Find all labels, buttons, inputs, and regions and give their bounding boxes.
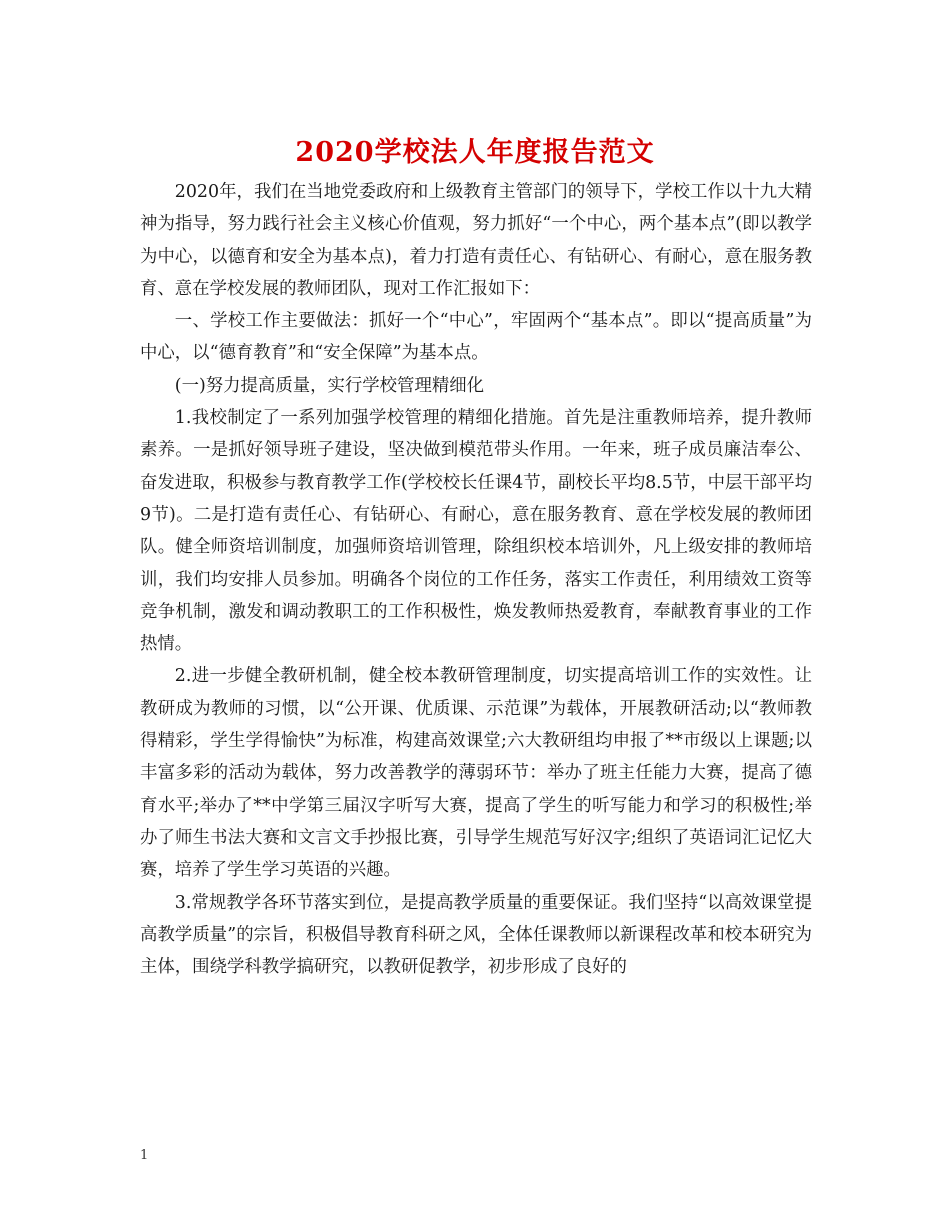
document-title: 2020学校法人年度报告范文 [295,137,655,168]
paragraph: (一)努力提高质量，实行学校管理精细化 [174,375,485,396]
paragraph: 3.常规教学各环节落实到位，是提高教学质量的重要保证。我们坚持“以高效课堂提高教学质量”的宗旨，积极倡导教育科研之风，全体任课教师以新课程改革和校本研究为主体，围绕学科教学搞研究，以教研促教学，初步形成了良好的 [140,892,812,978]
document-body [140,176,812,983]
paragraph: 1.我校制定了一系列加强学校管理的精细化措施。首先是注重教师培养，提升教师素养。一是抓好领导班子建设，坚决做到模范带头作用。一年来，班子成员廉洁奉公、奋发进取，积极参与教育教学工作(学校校长任课4节，副校长平均8.5节，中层干部平均9节)。二是打造有责任心、有钻研心、有耐心，意在服务教育、意在学校发展的教师团队。健全师资培训制度，加强师资培训管理，除组织校本培训外，凡上级安排的教师培训，我们均安排人员参加。明确各个岗位的工作任务，落实工作责任，利用绩效工资等竞争机制，激发和调动教职工的工作积极性，焕发教师热爱教育，奉献教育事业的工作热情。 [140,408,812,655]
paragraph: 一、学校工作主要做法：抓好一个“中心”，牢固两个“基本点”。即以“提高质量”为中心，以“德育教育”和“安全保障”为基本点。 [140,311,812,364]
paragraph: 2.进一步健全教研机制，健全校本教研管理制度，切实提高培训工作的实效性。让教研成为教师的习惯，以“公开课、优质课、示范课”为载体，开展教研活动;以“教师教得精彩，学生学得愉快”为标准，构建高效课堂;六大教研组均申报了**市级以上课题;以丰富多彩的活动为载体，努力改善教学的薄弱环节：举办了班主任能力大赛，提高了德育水平;举办了**中学第三届汉字听写大赛，提高了学生的听写能力和学习的积极性;举办了师生书法大赛和文言文手抄报比赛，引导学生规范写好汉字;组织了英语词汇记忆大赛，培养了学生学习英语的兴趣。 [140,666,812,881]
page-number: 1 [140,1148,149,1163]
paragraph: 2020年，我们在当地党委政府和上级教育主管部门的领导下，学校工作以十九大精神为指导，努力践行社会主义核心价值观，努力抓好“一个中心，两个基本点”(即以教学为中心，以德育和安全为基本点)，着力打造有责任心、有钻研心、有耐心，意在服务教育、意在学校发展的教师团队，现对工作汇报如下： [140,182,812,299]
